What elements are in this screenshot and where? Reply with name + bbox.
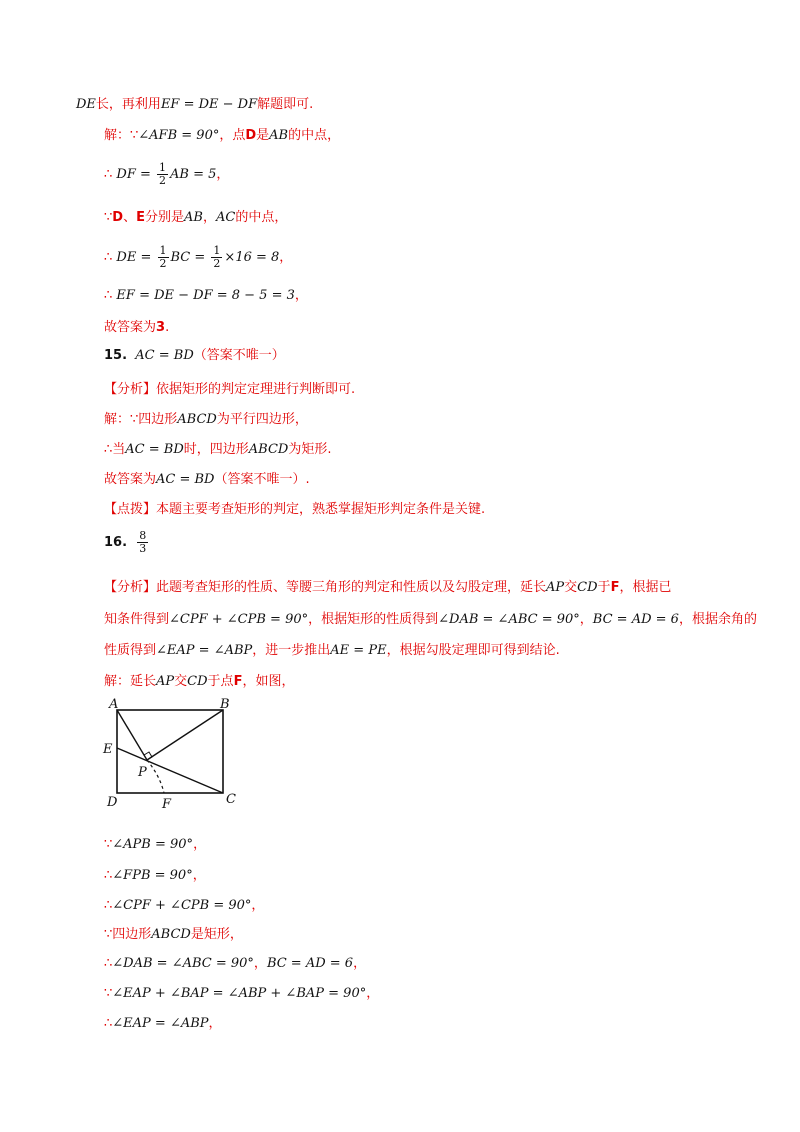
label-d: D xyxy=(107,795,118,810)
text-line-7: 故答案为3. xyxy=(104,320,170,335)
analysis-16-line-3: 性质得到∠EAP = ∠ABP，进一步推出AE = PE，根据勾股定理即可得到结论. xyxy=(104,643,560,658)
text-line-22: ∵四边形ABCD是矩形， xyxy=(104,927,243,942)
text-line-12: 故答案为AC = BD（答案不唯一）. xyxy=(104,472,310,487)
text-line-10: 解：∵四边形ABCD为平行四边形， xyxy=(104,412,308,427)
text-line-23: ∴∠DAB = ∠ABC = 90°，BC = AD = 6， xyxy=(104,956,367,971)
text-line-19: ∵∠APB = 90°， xyxy=(104,837,207,852)
segment-pb xyxy=(147,710,223,760)
label-a: A xyxy=(109,697,119,712)
segment-ap xyxy=(117,710,147,760)
text-line-4: ∵D、E分别是AB，AC的中点， xyxy=(104,210,288,225)
fraction-one-half: $\frac{1}{2}$ xyxy=(213,244,221,270)
text-line-6: ∴ EF = DE − DF = 8 − 5 = 3， xyxy=(104,288,308,303)
label-f: F xyxy=(162,797,172,812)
fraction-eight-thirds: $\frac{8}{3}$ xyxy=(139,529,147,555)
label-p: P xyxy=(138,765,147,780)
tip-15: 【点拨】本题主要考查矩形的判定，熟悉掌握矩形判定条件是关键. xyxy=(104,502,486,517)
text-line-1: DE长，再利用EF = DE − DF解题即可. xyxy=(76,97,314,112)
analysis-16-line-2: 知条件得到∠CPF + ∠CPB = 90°，根据矩形的性质得到∠DAB = ∠ABC = 90°，BC = AD = 6，根据余角的 xyxy=(104,612,757,627)
label-e: E xyxy=(103,742,113,757)
label-c: C xyxy=(226,792,236,807)
text-line-3: ∴ DF = $\frac{1}{2}$ AB = 5， xyxy=(104,161,230,187)
text-line-11: ∴当AC = BD时，四边形ABCD为矩形. xyxy=(104,442,332,457)
fraction-one-half: $\frac{1}{2}$ xyxy=(159,161,167,187)
text-line-20: ∴∠FPB = 90°， xyxy=(104,868,206,883)
rectangle-abcd xyxy=(117,710,223,793)
text-line-24: ∵∠EAP + ∠BAP = ∠ABP + ∠BAP = 90°， xyxy=(104,986,380,1001)
answer-15: 15. AC = BD（答案不唯一） xyxy=(104,348,285,363)
segment-ec xyxy=(117,748,223,793)
label-b: B xyxy=(220,697,230,712)
text-line-5: ∴ DE = $\frac{1}{2}$ BC = $\frac{1}{2}$ ×16 = 8， xyxy=(104,244,293,270)
text-line-18: 解：延长AP交CD于点F，如图， xyxy=(104,674,295,689)
analysis-16-line-1: 【分析】此题考查矩形的性质、等腰三角形的判定和性质以及勾股定理，延长AP交CD于F，根据已 xyxy=(104,580,672,595)
answer-16: 16. $\frac{8}{3}$ xyxy=(104,529,147,555)
text-line-25: ∴∠EAP = ∠ABP， xyxy=(104,1016,222,1031)
fraction-one-half: $\frac{1}{2}$ xyxy=(159,244,167,270)
text-line-2: 解：∵∠AFB = 90°，点D是AB的中点， xyxy=(104,128,341,143)
text-line-21: ∴∠CPF + ∠CPB = 90°， xyxy=(104,898,265,913)
analysis-15: 【分析】依据矩形的判定定理进行判断即可. xyxy=(104,382,356,397)
geometry-figure xyxy=(100,696,250,816)
